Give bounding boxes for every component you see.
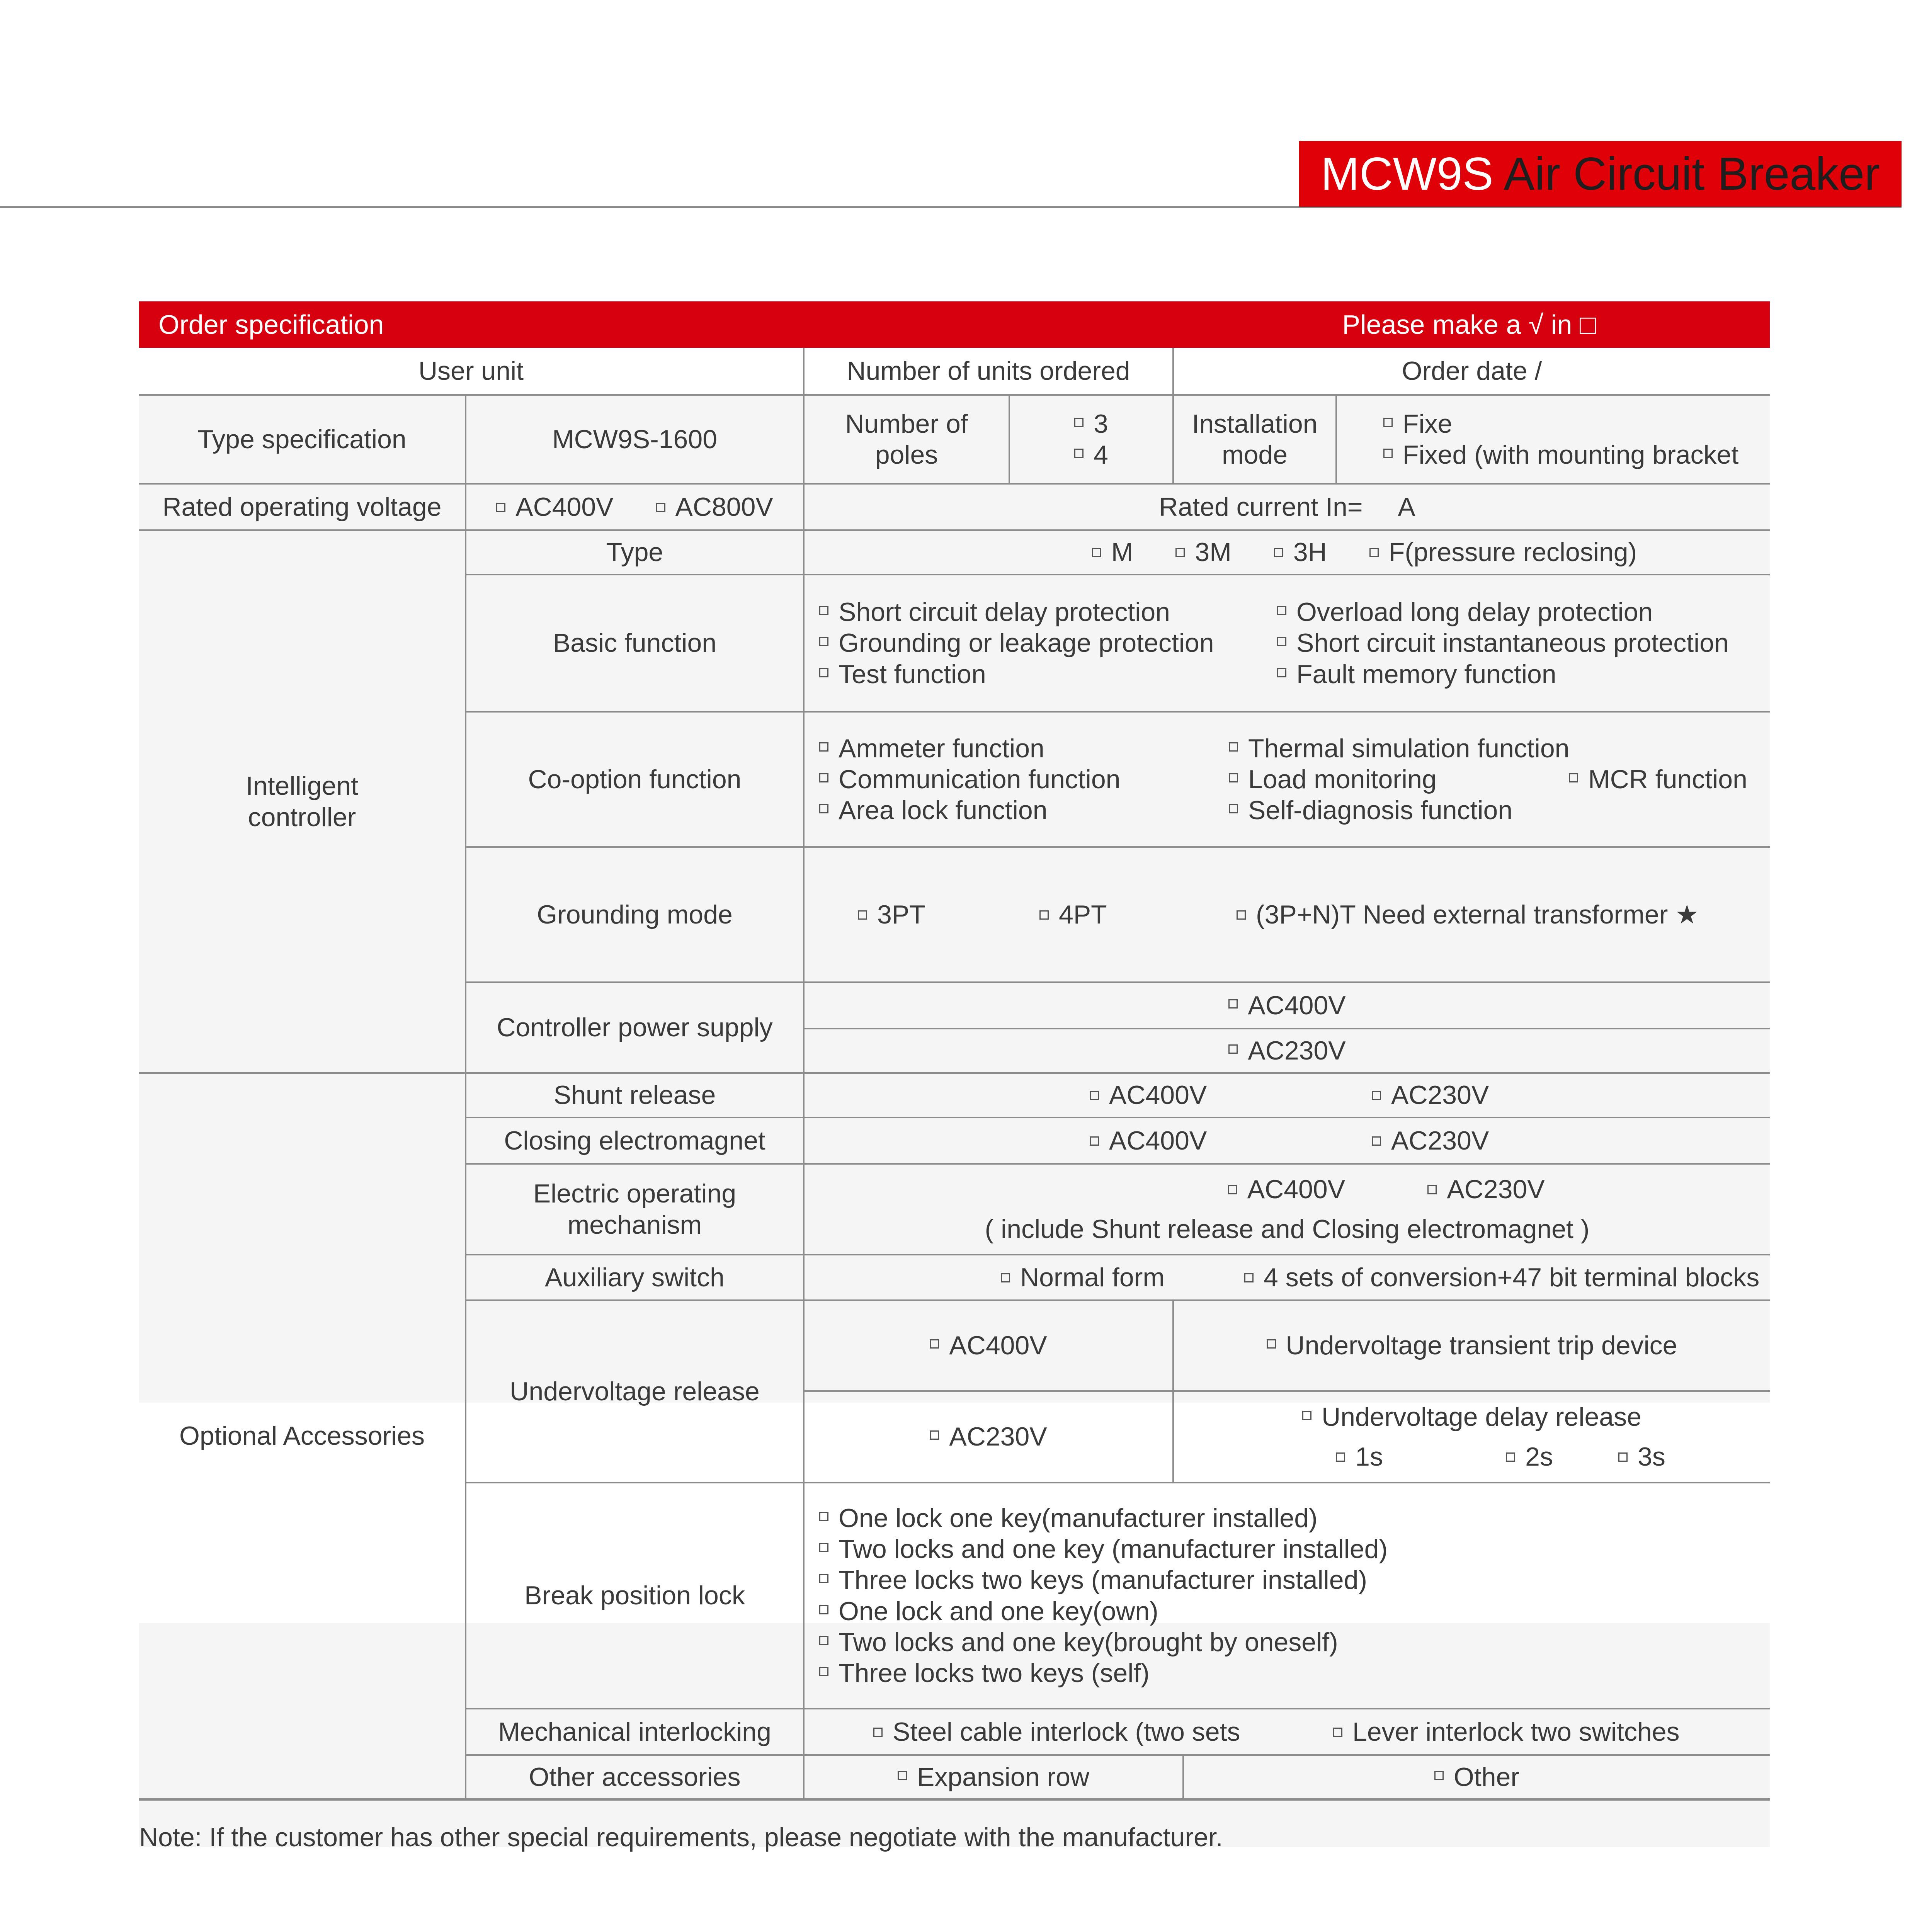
order-spec-table [139,301,1770,1847]
voltage-option-ac400[interactable]: AC400V [496,492,613,522]
install-label: Installation mode [1192,409,1318,469]
checkbox-icon[interactable] [1228,1185,1237,1194]
basic-option[interactable]: Test function [819,659,986,690]
checkbox-icon[interactable] [819,1574,828,1583]
uv-delay-3s[interactable]: 3s [1618,1441,1665,1472]
type-option-f[interactable]: F(pressure reclosing) [1369,537,1637,568]
coopt-function-extra [1569,713,1770,846]
electric-mechanism-label: Electric operating mechanism [533,1179,737,1240]
shunt-option-ac400[interactable]: AC400V [1090,1080,1372,1111]
checkbox-icon[interactable] [898,1771,907,1780]
checkbox-icon[interactable] [1427,1185,1437,1194]
lock-option[interactable]: One lock and one key(own) [819,1596,1158,1627]
checkbox-icon[interactable] [1001,1273,1010,1282]
checkbox-icon[interactable] [1434,1771,1444,1780]
checkbox-icon[interactable] [1090,1136,1099,1146]
mech-option-steel-cable[interactable]: Steel cable interlock (two sets [873,1716,1333,1747]
user-unit-label: User unit [418,356,524,386]
checkbox-icon[interactable] [1277,606,1286,615]
checkbox-icon[interactable] [1237,910,1246,920]
checkbox-icon[interactable] [1274,548,1283,557]
checkbox-icon[interactable] [1506,1452,1515,1462]
mechanical-interlocking-label: Mechanical interlocking [498,1717,771,1747]
coopt-option[interactable]: Area lock function [819,795,1048,826]
type-spec-label: Type specification [197,424,407,454]
other-accessories-label: Other accessories [529,1762,741,1792]
checkbox-icon[interactable] [1383,418,1393,427]
aux-option-conversion[interactable]: 4 sets of conversion+47 bit terminal blocks [1244,1262,1759,1293]
closing-electromagnet-label: Closing electromagnet [504,1126,765,1155]
mechanical-interlocking-options [873,1709,1770,1754]
checkbox-icon[interactable] [1277,637,1286,646]
lock-option[interactable]: Two locks and one key(brought by oneself) [819,1627,1338,1658]
checkbox-icon[interactable] [930,1430,939,1440]
lock-option[interactable]: Two locks and one key (manufacturer installed) [819,1534,1388,1565]
checkbox-icon[interactable] [1372,1091,1381,1100]
shunt-option-ac230[interactable]: AC230V [1372,1080,1489,1111]
other-option-expansion[interactable]: Expansion row [805,1756,1182,1798]
checkbox-icon[interactable] [1228,999,1238,1009]
checkbox-icon[interactable] [1336,1452,1345,1462]
checkbox-icon[interactable] [1277,668,1286,677]
checkbox-icon[interactable] [1228,1044,1238,1054]
break-position-lock-label: Break position lock [524,1581,745,1611]
electric-mechanism-options [805,1165,1770,1254]
checkbox-icon[interactable] [819,1667,828,1676]
checkbox-icon[interactable] [819,606,828,615]
checkbox-icon[interactable] [1383,449,1393,458]
shunt-release-label: Shunt release [553,1080,716,1110]
uv-option-ac400[interactable]: AC400V [805,1301,1172,1390]
checkbox-icon[interactable] [858,910,867,920]
lock-option[interactable]: Three locks two keys (manufacturer installed) [819,1565,1367,1595]
auxiliary-switch-label: Auxiliary switch [545,1262,725,1292]
checkbox-icon[interactable] [496,503,505,512]
uv-option-ac230[interactable]: AC230V [805,1392,1172,1482]
rated-current: Rated current In= A [1159,492,1415,522]
controller-type-label: Type [606,537,663,567]
install-options [1337,396,1770,483]
controller-group-label: Intelligent controller [245,771,359,832]
coopt-option[interactable]: Load monitoring [1229,764,1437,795]
voltage-options [466,485,803,529]
poles-label: Number of poles [845,409,968,469]
undervoltage-release-label: Undervoltage release [510,1376,760,1406]
checkbox-icon[interactable] [1372,1136,1381,1146]
checkbox-icon[interactable] [819,804,828,813]
coopt-function-label: Co-option function [528,764,742,794]
title-model: MCW9S [1321,148,1493,200]
check-hint: Please make a √ in □ [1342,310,1596,340]
uv-delay-release [1174,1392,1770,1482]
checkbox-icon[interactable] [819,773,828,782]
type-spec-model: MCW9S-1600 [552,424,718,454]
coopt-option-mcr[interactable]: MCR function [1569,764,1747,795]
footer-note: Note: If the customer has other special requirements, please negotiate with the manufacturer. [139,1823,1223,1852]
grounding-option-3pn[interactable]: (3P+N)T Need external transformer ★ [1237,899,1699,930]
checkbox-icon[interactable] [1229,742,1238,752]
uv-delay-1s[interactable]: 1s [1278,1441,1441,1472]
mech-option-lever[interactable]: Lever interlock two switches [1333,1716,1680,1747]
h-line-bottom [139,1798,1770,1801]
checkbox-icon[interactable] [819,742,828,752]
basic-option[interactable]: Overload long delay protection [1277,597,1653,628]
title-text: Air Circuit Breaker [1493,148,1880,200]
checkbox-icon[interactable] [1333,1728,1342,1737]
coopt-function-col2 [1229,713,1577,846]
aux-option-normal[interactable]: Normal form [1001,1262,1244,1293]
install-option-fixe[interactable]: Fixe [1383,408,1452,439]
checkbox-icon[interactable] [1267,1339,1276,1349]
coopt-option[interactable]: Self-diagnosis function [1229,795,1512,826]
checkbox-icon[interactable] [1618,1452,1628,1462]
closing-option-ac230[interactable]: AC230V [1372,1125,1489,1156]
checkbox-icon[interactable] [1569,773,1578,782]
coopt-option[interactable]: Communication function [819,764,1120,795]
type-option-3h[interactable]: 3H [1274,537,1327,568]
grounding-mode-options [858,848,1770,981]
basic-function-col2 [1277,575,1770,711]
checkbox-icon[interactable] [819,668,828,677]
checkbox-icon[interactable] [656,503,665,512]
electric-mechanism-note: ( include Shunt release and Closing electromagnet ) [985,1214,1590,1244]
basic-function-label: Basic function [553,628,717,658]
grounding-mode-label: Grounding mode [537,900,733,929]
coopt-option[interactable]: Thermal simulation function [1229,733,1569,764]
basic-function-col1 [819,575,1267,711]
shunt-release-options [1090,1074,1770,1117]
power-option-ac230[interactable]: AC230V [805,1029,1770,1072]
auxiliary-switch-options [1001,1255,1770,1299]
order-spec-title: Order specification [158,310,384,340]
checkbox-icon[interactable] [1302,1411,1311,1420]
page-title [1299,141,1902,207]
voltage-option-ac800[interactable]: AC800V [656,492,773,522]
type-option-m[interactable]: M [1092,537,1133,568]
uv-delay-2s[interactable]: 2s [1441,1441,1618,1472]
basic-option[interactable]: Fault memory function [1277,659,1556,690]
voltage-label: Rated operating voltage [162,492,442,522]
pole-option-3[interactable]: 3 [1074,408,1108,439]
controller-power-label: Controller power supply [497,1013,773,1043]
lock-option[interactable]: Three locks two keys (self) [819,1658,1150,1689]
electric-option-ac230[interactable]: AC230V [1427,1174,1544,1205]
checkbox-icon[interactable] [1244,1273,1254,1282]
break-position-lock-options [819,1483,1770,1708]
checkbox-icon[interactable] [930,1339,939,1349]
controller-type-options [805,531,1770,574]
coopt-option[interactable]: Ammeter function [819,733,1044,764]
closing-option-ac400[interactable]: AC400V [1090,1125,1372,1156]
checkbox-icon[interactable] [1039,910,1049,920]
checkbox-icon[interactable] [1229,804,1238,813]
checkbox-icon[interactable] [1229,773,1238,782]
poles-options [1010,396,1172,483]
checkbox-icon[interactable] [1090,1091,1099,1100]
other-option-other[interactable]: Other [1184,1756,1770,1798]
grounding-option-4pt[interactable]: 4PT [1039,899,1237,930]
units-ordered-label: Number of units ordered [847,356,1130,386]
power-option-ac400[interactable]: AC400V [805,983,1770,1028]
uv-option-transient[interactable]: Undervoltage transient trip device [1174,1301,1770,1390]
basic-option[interactable]: Short circuit delay protection [819,597,1170,628]
uv-option-delay[interactable]: Undervoltage delay release [1302,1401,1641,1432]
electric-option-ac400[interactable]: AC400V [1145,1174,1427,1205]
install-option-bracket[interactable]: Fixed (with mounting bracket [1383,439,1738,470]
lock-option[interactable]: One lock one key(manufacturer installed) [819,1503,1318,1534]
checkbox-icon[interactable] [1074,449,1084,458]
closing-electromagnet-options [1090,1118,1770,1163]
grounding-option-3pt[interactable]: 3PT [858,899,1039,930]
checkbox-icon[interactable] [819,1512,828,1521]
order-date-label: Order date / [1402,356,1542,386]
checkbox-icon[interactable] [819,1605,828,1614]
checkbox-icon[interactable] [1074,418,1084,427]
pole-option-4[interactable]: 4 [1074,439,1108,470]
checkbox-icon[interactable] [1092,548,1101,557]
coopt-function-col1 [819,713,1229,846]
checkbox-icon[interactable] [1175,548,1185,557]
checkbox-icon[interactable] [819,1543,828,1552]
type-option-3m[interactable]: 3M [1175,537,1231,568]
checkbox-icon[interactable] [1369,548,1379,557]
order-spec-bar [139,301,1770,348]
checkbox-icon[interactable] [819,637,828,646]
basic-option[interactable]: Short circuit instantaneous protection [1277,628,1729,658]
checkbox-icon[interactable] [873,1728,883,1737]
accessories-group-label: Optional Accessories [179,1421,425,1451]
checkbox-icon[interactable] [819,1636,828,1645]
basic-option[interactable]: Grounding or leakage protection [819,628,1214,658]
